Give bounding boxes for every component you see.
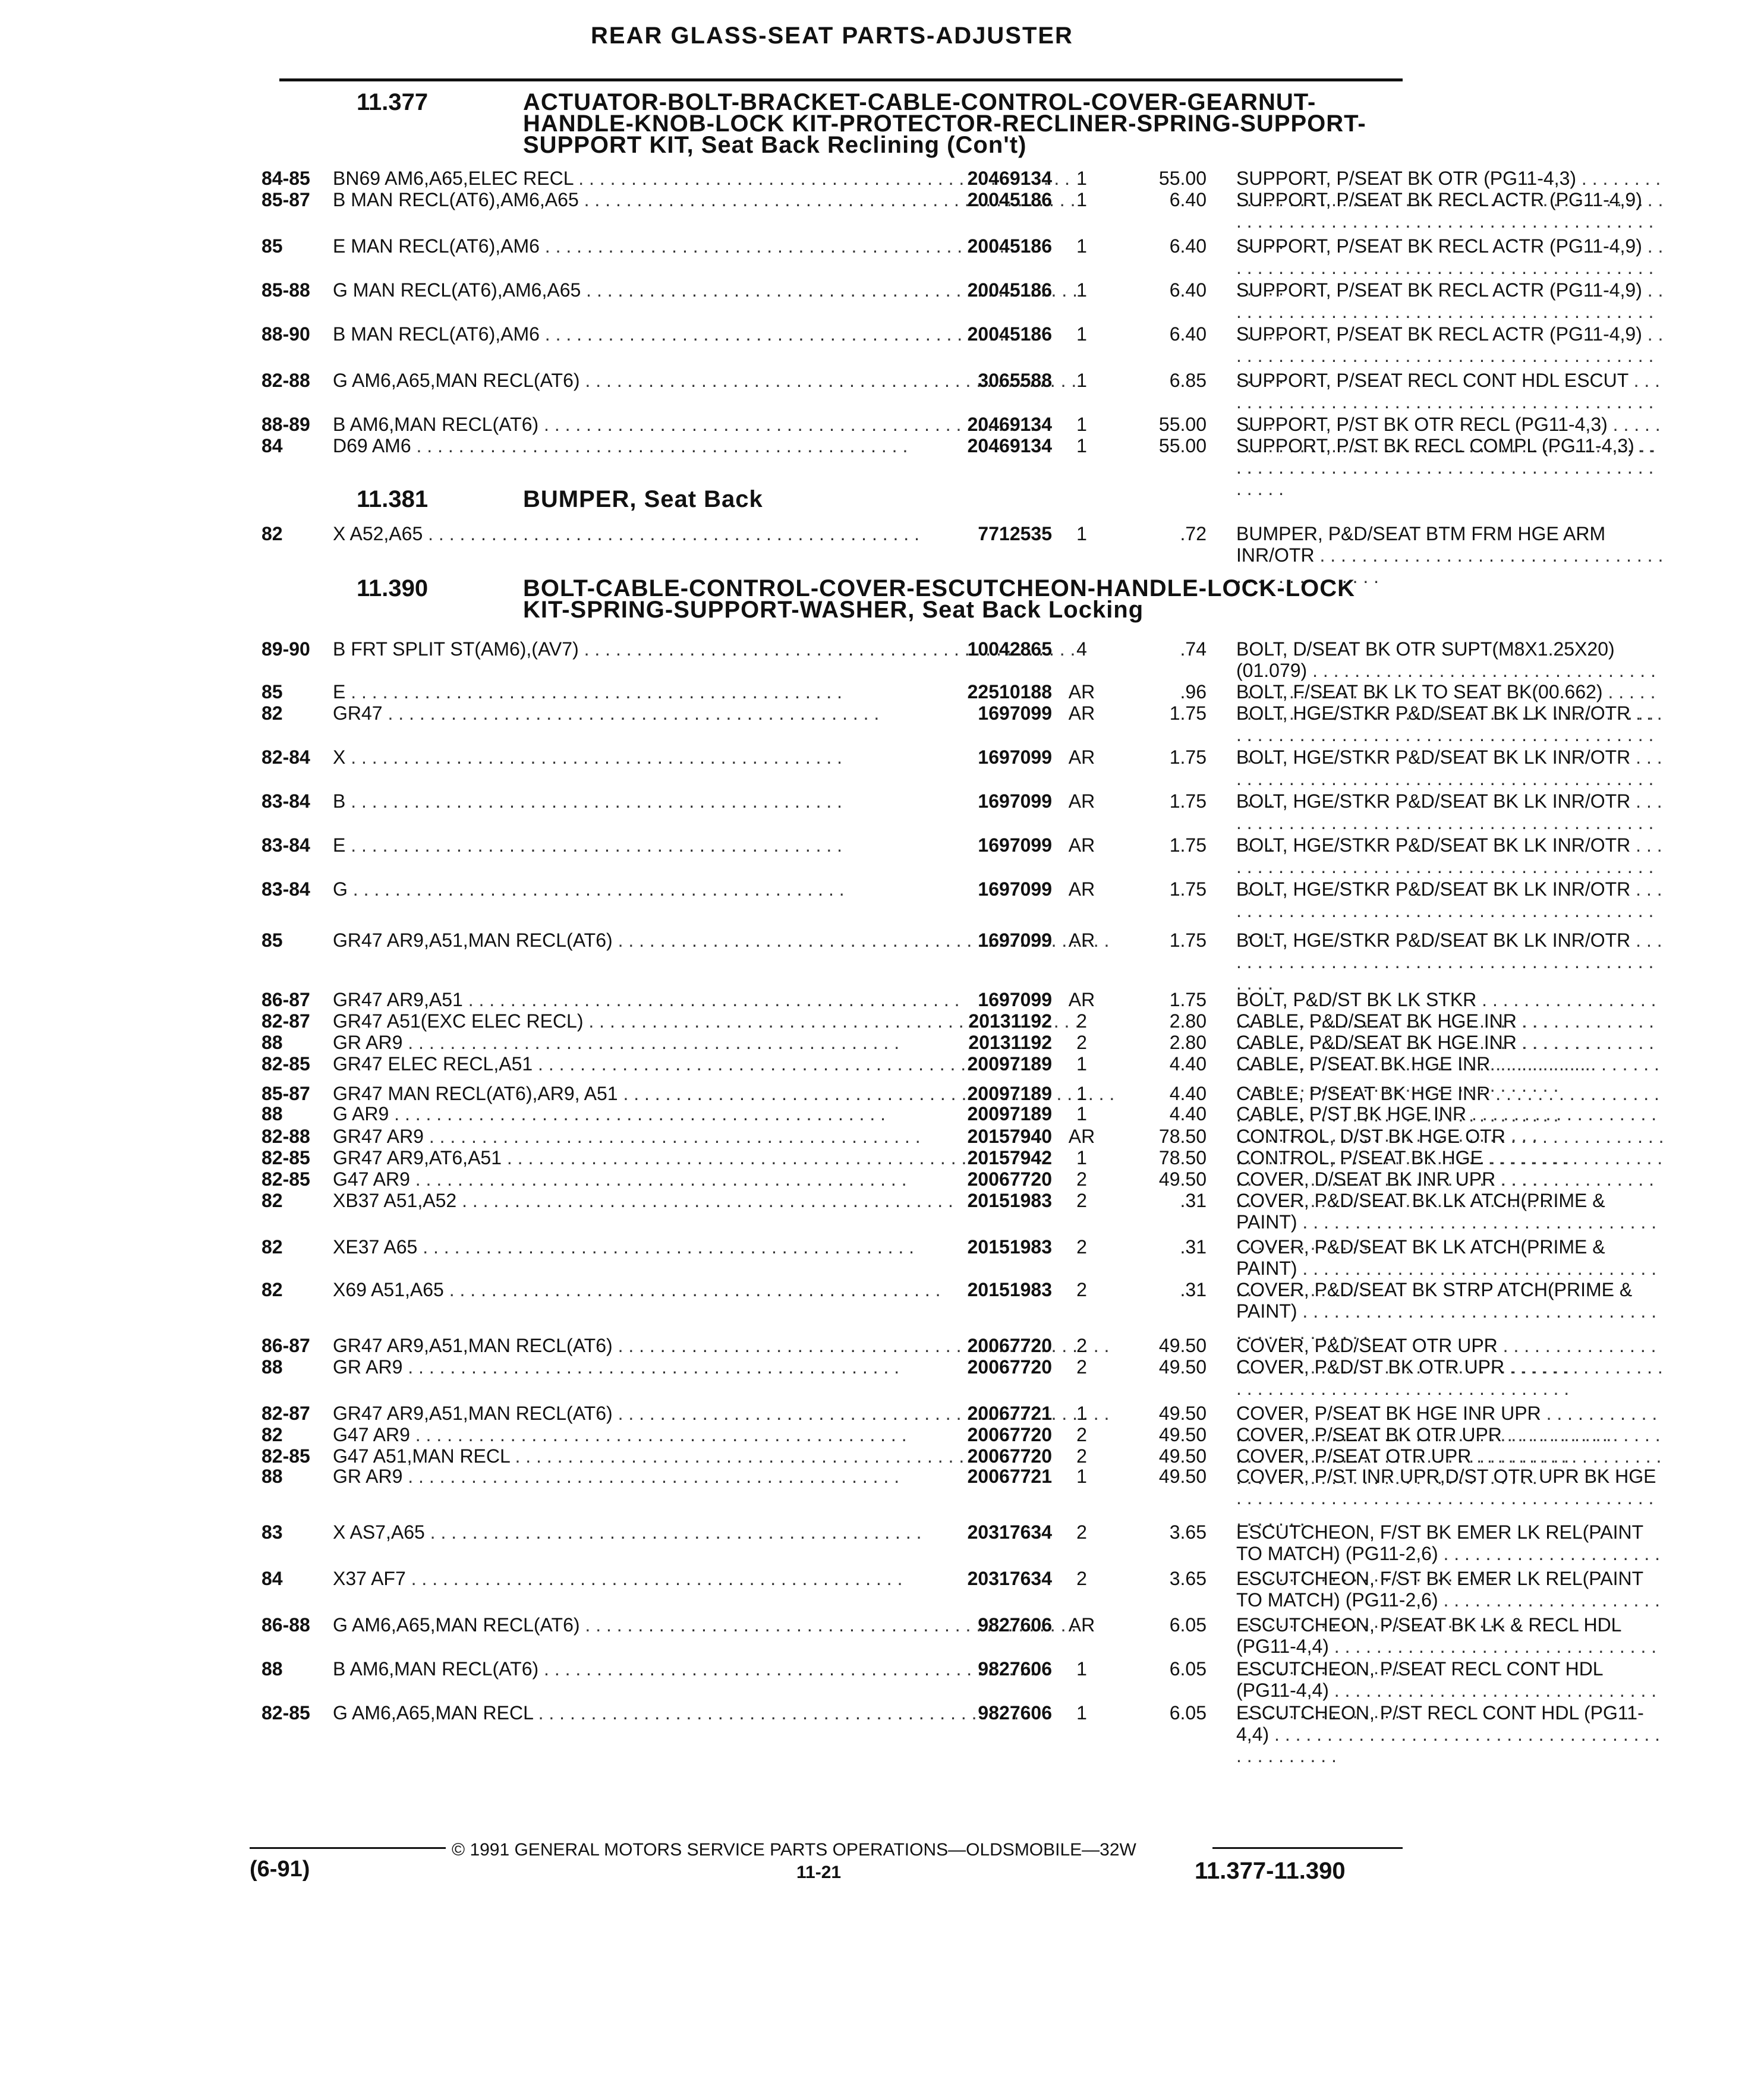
description: ESCUTCHEON, P/SEAT BK LK & RECL HDL (PG11-4,4) . . . [1236,1614,1664,1678]
model-years: 83 [262,1521,283,1543]
quantity: 2 [1076,1168,1087,1190]
quantity: 1 [1076,1083,1087,1104]
model-years: 85-87 [262,189,310,210]
price: 6.85 [1169,370,1207,391]
part-number: 1697099 [978,878,1052,900]
price: 6.40 [1169,323,1207,345]
part-number: 20045186 [967,279,1052,301]
price: 49.50 [1158,1168,1207,1190]
model-codes: GR AR9 . . . [333,1032,933,1054]
model-years: 83-84 [262,878,310,900]
model-years: 85 [262,235,283,257]
quantity: AR [1068,702,1095,724]
model-years: 86-87 [262,1335,310,1356]
price: 49.50 [1158,1466,1207,1487]
model-years: 83-84 [262,834,310,856]
model-codes: E . . . [333,834,933,856]
price: 55.00 [1158,168,1207,189]
model-years: 85-87 [262,1083,310,1104]
price: 6.40 [1169,279,1207,301]
footer-date: (6-91) [250,1857,310,1882]
parts-row [262,1702,1764,1745]
description: CONTROL, D/ST BK HGE OTR . . . [1236,1126,1664,1168]
parts-row [262,414,1764,437]
quantity: 2 [1076,1190,1087,1211]
description: COVER, P/SEAT BK HGE INR UPR . . . [1236,1403,1664,1445]
parts-row [262,168,1764,191]
part-number: 1697099 [978,746,1052,768]
model-years: 82-87 [262,1403,310,1424]
price: .31 [1180,1279,1207,1300]
description: COVER, P&D/SEAT OTR UPR . . . [1236,1335,1664,1378]
description: CABLE, P&D/SEAT BK HGE INR . . . [1236,1010,1664,1053]
parts-row [262,1236,1764,1279]
quantity: 1 [1076,523,1087,544]
price: 49.50 [1158,1424,1207,1445]
model-codes: X AS7,A65 . . . [333,1521,933,1543]
model-years: 86-87 [262,989,310,1010]
quantity: 1 [1076,323,1087,345]
part-number: 10042865 [967,638,1052,660]
model-codes: GR47 MAN RECL(AT6),AR9, A51 . . . [333,1083,933,1105]
description: BOLT, HGE/STKR P&D/SEAT BK LK INR/OTR . . . [1236,702,1664,767]
model-codes: GR47 AR9,A51 . . . [333,989,933,1011]
parts-row [262,523,1764,566]
description: SUPPORT, P/SEAT BK RECL ACTR (PG11-4,9) . . . [1236,279,1664,344]
price: 1.75 [1169,878,1207,900]
model-years: 88 [262,1356,283,1378]
parts-row [262,1010,1764,1034]
part-number: 9827606 [978,1702,1052,1724]
parts-row [262,681,1764,705]
quantity: AR [1068,930,1095,951]
parts-row [262,1053,1764,1077]
part-number: 20317634 [967,1521,1052,1543]
model-years: 85 [262,930,283,951]
quantity: 1 [1076,414,1087,435]
quantity: AR [1068,834,1095,856]
model-codes: GR47 ELEC RECL,A51 . . . [333,1053,933,1075]
parts-row [262,746,1764,770]
footer-copyright: © 1991 GENERAL MOTORS SERVICE PARTS OPERATIONS—OLDSMOBILE—32W [452,1840,1136,1860]
model-years: 84 [262,1568,283,1589]
price: 1.75 [1169,989,1207,1010]
model-codes: G . . . [333,878,933,900]
part-number: 1697099 [978,989,1052,1010]
quantity: 1 [1076,435,1087,456]
model-codes: B MAN RECL(AT6),AM6 . . . [333,323,933,345]
model-years: 88 [262,1103,283,1124]
price: 1.75 [1169,834,1207,856]
description: COVER, P&D/SEAT BK STRP ATCH(PRIME & PAINT) . . . [1236,1279,1664,1343]
quantity: 2 [1076,1568,1087,1589]
model-codes: X A52,A65 . . . [333,523,933,545]
parts-row [262,1466,1764,1489]
description: BOLT, P&D/ST BK LK STKR . . . [1236,989,1664,1032]
footer-rule-right [1212,1847,1403,1849]
quantity: 2 [1076,1010,1087,1032]
quantity: 1 [1076,370,1087,391]
model-years: 82-87 [262,1010,310,1032]
section-heading [309,575,1438,641]
part-number: 20067721 [967,1466,1052,1487]
parts-row [262,989,1764,1013]
part-number: 20045186 [967,235,1052,257]
quantity: 2 [1076,1279,1087,1300]
model-years: 82-84 [262,746,310,768]
price: 49.50 [1158,1403,1207,1424]
model-codes: G AR9 . . . [333,1103,933,1125]
model-codes: G47 A51,MAN RECL . . . [333,1445,933,1467]
part-number: 1697099 [978,834,1052,856]
quantity: 2 [1076,1445,1087,1467]
model-years: 85-88 [262,279,310,301]
part-number: 20067720 [967,1335,1052,1356]
model-codes: G47 AR9 . . . [333,1168,933,1190]
quantity: 2 [1076,1335,1087,1356]
model-years: 85 [262,681,283,702]
model-codes: G AM6,A65,MAN RECL(AT6) . . . [333,370,933,392]
quantity: 1 [1076,1147,1087,1168]
price: .96 [1180,681,1207,702]
description: CABLE, P/SEAT BK HGE INR . . . [1236,1053,1664,1096]
model-codes: GR47 A51(EXC ELEC RECL) . . . [333,1010,933,1032]
parts-row [262,1103,1764,1127]
part-number: 20067720 [967,1356,1052,1378]
price: 49.50 [1158,1356,1207,1378]
price: 49.50 [1158,1335,1207,1356]
price: 6.05 [1169,1702,1207,1724]
model-codes: B . . . [333,790,933,812]
part-number: 1697099 [978,790,1052,812]
model-codes: GR47 . . . [333,702,933,724]
quantity: 1 [1076,1658,1087,1680]
parts-row [262,189,1764,213]
price: 78.50 [1158,1147,1207,1168]
quantity: 2 [1076,1032,1087,1053]
model-codes: GR AR9 . . . [333,1356,933,1378]
part-number: 20097189 [967,1053,1052,1075]
description: CABLE, P&D/SEAT BK HGE INR . . . [1236,1032,1664,1075]
quantity: AR [1068,1614,1095,1636]
part-number: 20097189 [967,1083,1052,1104]
model-codes: B AM6,MAN RECL(AT6) . . . [333,414,933,436]
model-years: 88-89 [262,414,310,435]
price: .31 [1180,1236,1207,1258]
price: 1.75 [1169,746,1207,768]
model-codes: B AM6,MAN RECL(AT6) . . . [333,1658,933,1680]
quantity: 1 [1076,1053,1087,1075]
parts-row [262,1032,1764,1056]
quantity: AR [1068,1126,1095,1147]
model-codes: G MAN RECL(AT6),AM6,A65 . . . [333,279,933,301]
quantity: 2 [1076,1236,1087,1258]
footer-page-number: 11-21 [796,1863,842,1882]
price: .72 [1180,523,1207,544]
model-years: 88-90 [262,323,310,345]
description: COVER, P/SEAT OTR UPR . . . [1236,1445,1664,1488]
model-codes: D69 AM6 . . . [333,435,933,457]
price: 3.65 [1169,1568,1207,1589]
model-codes: X69 A51,A65 . . . [333,1279,933,1301]
price: 6.40 [1169,189,1207,210]
description: BOLT, HGE/STKR P&D/SEAT BK LK INR/OTR . . . [1236,930,1664,994]
model-codes: XE37 A65 . . . [333,1236,933,1258]
model-codes: XB37 A51,A52 . . . [333,1190,933,1212]
quantity: 1 [1076,189,1087,210]
price: 2.80 [1169,1010,1207,1032]
parts-row [262,790,1764,814]
quantity: 1 [1076,279,1087,301]
model-years: 84 [262,435,283,456]
description: COVER, P&D/ST BK OTR UPR . . . [1236,1356,1664,1399]
description: SUPPORT, P/SEAT RECL CONT HDL ESCUT . . . [1236,370,1664,434]
model-years: 89-90 [262,638,310,660]
parts-row [262,1147,1764,1171]
section-number: 11.381 [357,486,429,512]
part-number: 20045186 [967,189,1052,210]
description: SUPPORT, P/SEAT BK RECL ACTR (PG11-4,9) . . . [1236,189,1664,253]
quantity: 4 [1076,638,1087,660]
model-codes: GR47 AR9,A51,MAN RECL(AT6) . . . [333,1335,933,1357]
parts-row [262,834,1764,858]
part-number: 20469134 [967,414,1052,435]
part-number: 20045186 [967,323,1052,345]
parts-row [262,435,1764,459]
model-codes: GR47 AR9,AT6,A51 . . . [333,1147,933,1169]
section-title: BUMPER, Seat Back [523,486,763,512]
model-years: 82 [262,1236,283,1258]
description: BOLT, F/SEAT BK LK TO SEAT BK(00.662) . . . [1236,681,1664,745]
model-years: 82 [262,1190,283,1211]
parts-row [262,1335,1764,1359]
quantity: 1 [1076,1702,1087,1724]
price: .31 [1180,1190,1207,1211]
model-years: 86-88 [262,1614,310,1636]
price: 1.75 [1169,930,1207,951]
parts-row [262,1568,1764,1611]
description: ESCUTCHEON, F/ST BK EMER LK REL(PAINT TO MATCH) (PG11-2,6) . . . [1236,1521,1664,1586]
description: COVER, D/SEAT BK INR UPR . . . [1236,1168,1664,1211]
model-codes: G AM6,A65,MAN RECL . . . [333,1702,933,1724]
quantity: 1 [1076,1466,1087,1487]
price: 1.75 [1169,702,1207,724]
quantity: 1 [1076,1403,1087,1424]
model-years: 82 [262,1279,283,1300]
description: SUPPORT, P/SEAT BK RECL ACTR (PG11-4,9) . . . [1236,235,1664,300]
description: CABLE, P/ST BK HGE INR . . . [1236,1103,1664,1146]
part-number: 20469134 [967,168,1052,189]
footer-range: 11.377-11.390 [1195,1858,1346,1884]
quantity: 1 [1076,1103,1087,1124]
parts-row [262,1424,1764,1448]
part-number: 20151983 [967,1236,1052,1258]
parts-row [262,702,1764,726]
part-number: 20151983 [967,1190,1052,1211]
model-years: 82 [262,1424,283,1445]
model-years: 88 [262,1658,283,1680]
description: SUPPORT, P/ST BK OTR RECL (PG11-4,3) . . . [1236,414,1664,478]
quantity: AR [1068,790,1095,812]
part-number: 20469134 [967,435,1052,456]
price: 6.05 [1169,1658,1207,1680]
model-codes: G47 AR9 . . . [333,1424,933,1446]
price: 55.00 [1158,414,1207,435]
model-codes: GR AR9 . . . [333,1466,933,1488]
description: BOLT, HGE/STKR P&D/SEAT BK LK INR/OTR . . . [1236,790,1664,855]
price: 78.50 [1158,1126,1207,1147]
description: CABLE, P/SEAT BK HGE INR . . . [1236,1083,1664,1126]
model-years: 83-84 [262,790,310,812]
parts-row [262,1403,1764,1426]
quantity: 2 [1076,1521,1087,1543]
price: 4.40 [1169,1053,1207,1075]
section-number: 11.390 [357,575,429,601]
part-number: 20151983 [967,1279,1052,1300]
model-years: 82-88 [262,370,310,391]
description: ESCUTCHEON, P/SEAT RECL CONT HDL (PG11-4,4) . . . [1236,1658,1664,1722]
parts-row [262,1614,1764,1657]
parts-row [262,1521,1764,1564]
section-number: 11.377 [357,89,429,115]
model-years: 82-85 [262,1445,310,1467]
parts-list [262,0,1656,2092]
model-years: 82-85 [262,1702,310,1724]
part-number: 9827606 [978,1614,1052,1636]
price: 2.80 [1169,1032,1207,1053]
price: 1.75 [1169,790,1207,812]
model-years: 82-85 [262,1147,310,1168]
part-number: 20131192 [968,1032,1052,1053]
model-years: 88 [262,1032,283,1053]
description: COVER, P/ST INR UPR,D/ST OTR UPR BK HGE . . . [1236,1466,1664,1530]
part-number: 9827606 [978,1658,1052,1680]
price: 4.40 [1169,1083,1207,1104]
quantity: 1 [1076,235,1087,257]
part-number: 20097189 [967,1103,1052,1124]
parts-row [262,1168,1764,1192]
model-codes: GR47 AR9,A51,MAN RECL(AT6) . . . [333,930,933,952]
parts-row [262,1126,1764,1149]
parts-row [262,930,1764,953]
quantity: AR [1068,681,1095,702]
part-number: 20317634 [967,1568,1052,1589]
part-number: 20067721 [967,1403,1052,1424]
section-title: BOLT-CABLE-CONTROL-COVER-ESCUTCHEON-HANDLE-LOCK-LOCK KIT-SPRING-SUPPORT-WASHER, Seat Back Locking [523,575,1356,623]
footer-rule-left [250,1847,446,1849]
part-number: 20157940 [967,1126,1052,1147]
description: BOLT, D/SEAT BK OTR SUPT(M8X1.25X20)(01.079) . . . [1236,638,1664,702]
model-years: 88 [262,1466,283,1487]
model-codes: X37 AF7 . . . [333,1568,933,1590]
parts-row [262,370,1764,393]
model-codes: GR47 AR9,A51,MAN RECL(AT6) . . . [333,1403,933,1425]
parts-row [262,878,1764,902]
part-number: 20067720 [967,1424,1052,1445]
part-number: 22510188 [967,681,1052,702]
part-number: 1697099 [978,702,1052,724]
section-title: ACTUATOR-BOLT-BRACKET-CABLE-CONTROL-COVER-GEARNUT-HANDLE-KNOB-LOCK KIT-PROTECTOR-RECLINER-SPRING-SUPPORT-SUPPORT KIT, Seat Back Reclining (Con't) [523,89,1366,158]
model-codes: B FRT SPLIT ST(AM6),(AV7) . . . [333,638,933,660]
parts-row [262,1279,1764,1322]
description: SUPPORT, P/SEAT BK RECL ACTR (PG11-4,9) . . . [1236,323,1664,387]
price: 3.65 [1169,1521,1207,1543]
description: BUMPER, P&D/SEAT BTM FRM HGE ARM INR/OTR . . . [1236,523,1664,587]
model-years: 82-88 [262,1126,310,1147]
part-number: 3065588 [978,370,1052,391]
quantity: AR [1068,989,1095,1010]
model-codes: E MAN RECL(AT6),AM6 . . . [333,235,933,257]
model-years: 82 [262,702,283,724]
section-heading [309,486,1438,516]
description: SUPPORT, P/ST BK RECL COMPL (PG11-4,3) . . . [1236,435,1664,499]
model-codes: E . . . [333,681,933,703]
parts-row [262,638,1764,681]
part-number: 7712535 [978,523,1052,544]
quantity: 2 [1076,1356,1087,1378]
description: COVER, P&D/SEAT BK LK ATCH(PRIME & PAINT) . . . [1236,1190,1664,1254]
part-number: 20157942 [967,1147,1052,1168]
price: .74 [1180,638,1207,660]
part-number: 20067720 [967,1445,1052,1467]
parts-row [262,1190,1764,1233]
price: 49.50 [1158,1445,1207,1467]
price: 55.00 [1158,435,1207,456]
model-years: 82-85 [262,1053,310,1075]
parts-row [262,1356,1764,1380]
model-codes: GR47 AR9 . . . [333,1126,933,1148]
price: 4.40 [1169,1103,1207,1124]
model-codes: X . . . [333,746,933,768]
quantity: AR [1068,878,1095,900]
page-header: REAR GLASS-SEAT PARTS-ADJUSTER [591,23,1073,49]
part-number: 20067720 [967,1168,1052,1190]
quantity: 1 [1076,168,1087,189]
quantity: AR [1068,746,1095,768]
price: 6.05 [1169,1614,1207,1636]
description: BOLT, HGE/STKR P&D/SEAT BK LK INR/OTR . . . [1236,746,1664,811]
parts-row [262,1658,1764,1701]
description: SUPPORT, P/SEAT BK OTR (PG11-4,3) . . . [1236,168,1664,210]
model-codes: G AM6,A65,MAN RECL(AT6) . . . [333,1614,933,1636]
description: BOLT, HGE/STKR P&D/SEAT BK LK INR/OTR . . . [1236,878,1664,943]
description: COVER, P/SEAT BK OTR UPR . . . [1236,1424,1664,1467]
parts-row [262,279,1764,303]
model-years: 84-85 [262,168,310,189]
part-number: 20131192 [968,1010,1052,1032]
quantity: 2 [1076,1424,1087,1445]
price: 6.40 [1169,235,1207,257]
description: ESCUTCHEON, P/ST RECL CONT HDL (PG11-4,4) . . . [1236,1702,1664,1766]
parts-row [262,323,1764,347]
description: ESCUTCHEON, F/ST BK EMER LK REL(PAINT TO MATCH) (PG11-2,6) . . . [1236,1568,1664,1632]
model-years: 82 [262,523,283,544]
part-number: 1697099 [978,930,1052,951]
parts-row [262,235,1764,259]
description: CONTROL, P/SEAT BK HGE . . . [1236,1147,1664,1190]
model-codes: B MAN RECL(AT6),AM6,A65 . . . [333,189,933,211]
description: COVER, P&D/SEAT BK LK ATCH(PRIME & PAINT) . . . [1236,1236,1664,1300]
description: BOLT, HGE/STKR P&D/SEAT BK LK INR/OTR . . . [1236,834,1664,899]
model-codes: BN69 AM6,A65,ELEC RECL . . . [333,168,933,190]
model-years: 82-85 [262,1168,310,1190]
